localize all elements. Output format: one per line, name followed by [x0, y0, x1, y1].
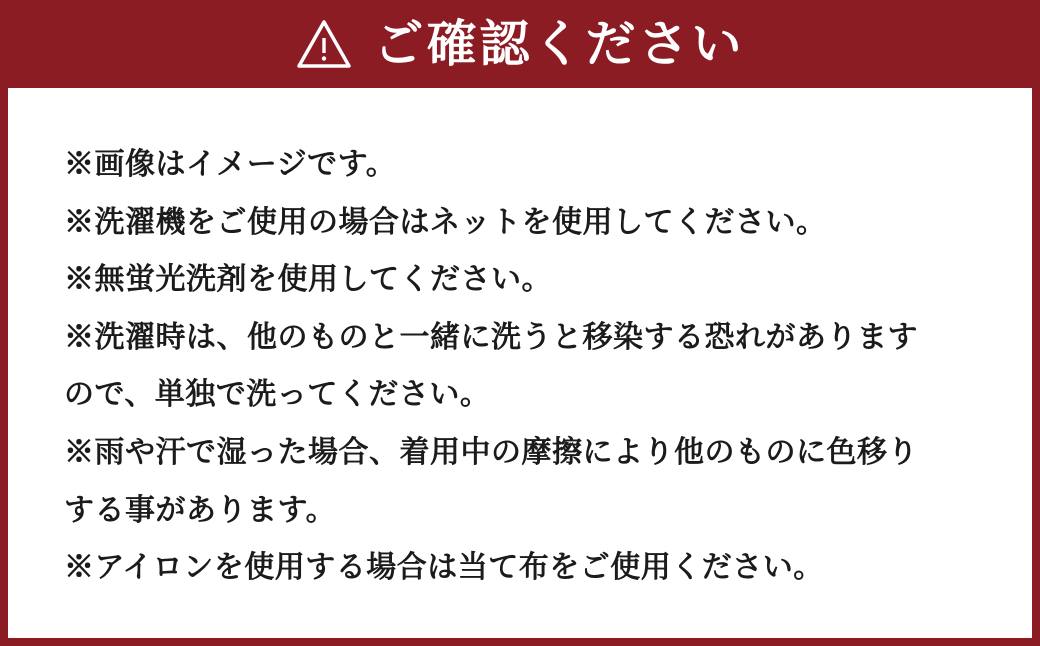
warning-triangle-icon [296, 18, 352, 70]
notice-line: ※雨や汗で湿った場合、着用中の摩擦により他のものに色移り [64, 435, 918, 469]
notice-line: ※無蛍光洗剤を使用してください。 [64, 263, 552, 297]
notice-text-block [64, 136, 976, 597]
notice-line: する事があります。 [64, 493, 337, 527]
notice-line: ので、単独で洗ってください。 [64, 378, 491, 412]
notice-line: ※洗濯時は、他のものと一緒に洗うと移染する恐れがあります [64, 320, 918, 354]
notice-line: ※画像はイメージです。 [64, 148, 397, 181]
notice-body [8, 88, 1032, 638]
notice-line: ※洗濯機をご使用の場合はネットを使用してください。 [64, 205, 827, 239]
notice-line: ※アイロンを使用する場合は当て布をご使用ください。 [64, 551, 824, 585]
notice-header [0, 0, 1040, 88]
page-title: ご確認ください [373, 16, 745, 72]
